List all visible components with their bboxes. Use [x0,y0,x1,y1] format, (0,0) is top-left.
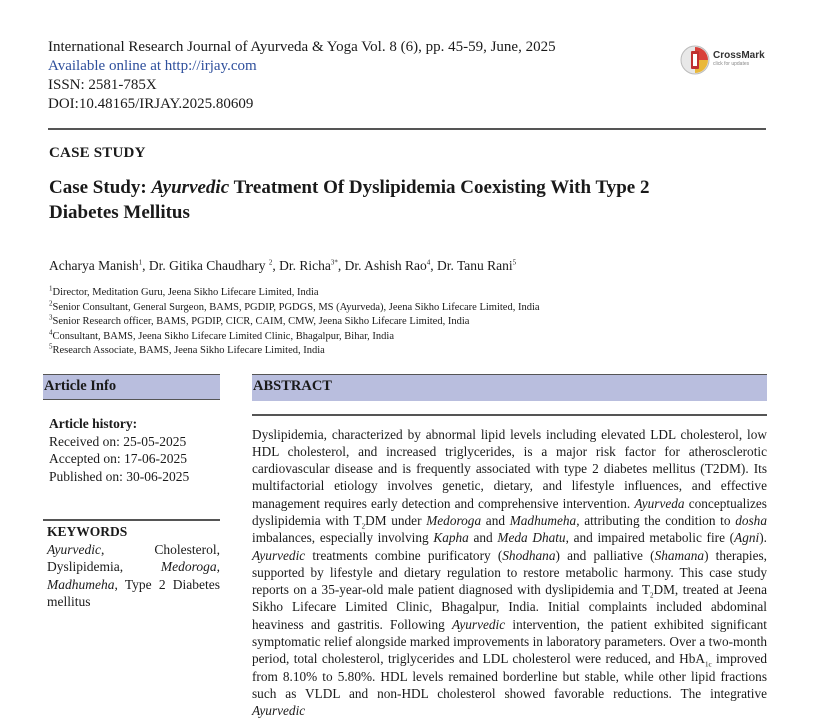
crossmark-sublabel: click for updates [713,61,750,67]
journal-doi: DOI:10.48165/IRJAY.2025.80609 [48,96,254,112]
abstract-divider [252,414,767,416]
article-history [43,415,220,485]
author-name: Dr. Ashish Rao [344,258,427,273]
accepted-date: Accepted on: 17-06-2025 [49,451,187,466]
article-title [49,175,739,225]
crossmark-icon [680,45,710,75]
keywords-list: Ayurvedic, Cholesterol, Dyslipidemia, Medoroga, Madhumeha, Type 2 Diabetes mellitus [47,541,220,609]
article-info-heading: Article Info [43,374,220,400]
crossmark-badge[interactable] [680,45,765,75]
keyword: Cholesterol [154,541,217,557]
author-sup: 2 [268,258,273,267]
keyword: Madhumeha [47,576,115,592]
keyword: Ayurvedic [47,541,101,557]
title-italic-word: Ayurvedic [151,177,230,198]
published-date: Published on: 30-06-2025 [49,468,190,484]
author-name: Dr. Richa [279,258,331,273]
abstract-text: Dyslipidemia, characterized by abnormal lipid levels including elevated LDL cholesterol, low HDL cholesterol, and increased triglycerides, is a major risk factor for atherosclerotic cardiovascular disease and is frequently associated with type 2 diabetes mellitus (T2DM). Its multifactorial etiology involves genetic, dietary, and lifestyle influences, and effective management requires early detection and comprehensive intervention. Ayurveda conceptualizes dyslipidemia with $T_2DM$ under Medoroga and Madhumeha, attributing the condition to dosha imbalances, especially involving Kapha and Meda Dhatu, and impaired metabolic fire (Agni). Ayurvedic treatments combine purificatory (Shodhana) and palliative (Shamana) therapies, supported by lifestyle and dietary regulation to restore metabolic harmony. This case study reports on a 35-year-old male patient diagnosed with dyslipidemia and $T_2DM$, treated at Jeena Sikho Lifecare Limited Clinic, Bhagalpur, India. Initial complaints included abdominal heaviness and gastritis. Following Ayurvedic intervention, the patient exhibited significant symptomatic relief alongside marked improvements in laboratory parameters. Over a two-month period, total cholesterol, triglycerides and LDL cholesterol were reduced, and HbA$_{1c}$ improved from 8.10% to 5.80%. HDL levels remained borderline but stable, while other lipid fractions such as VLDL and non-HDL cholesterol showed favorable reductions. The integrative Ayurvedic [252,426,767,719]
crossmark-label: CrossMark [713,50,765,61]
history-title: Article history: [49,416,138,431]
title-line2: Diabetes Mellitus [49,202,190,223]
affiliation-list [49,286,540,359]
affiliation-item: $^3$Senior Research officer, BAMS, PGDIP, CICR, CAIM, CMW, Jeena Sikho Lifecare Limited, India [49,313,470,327]
author-sup: 1 [138,258,143,267]
author-list: Acharya Manish$^1$, Dr. Gitika Chaudhary $^2$, Dr. Richa$^{3*}$, Dr. Ashish Rao$^4$, Dr. Tanu Rani$^5$ [49,258,517,273]
journal-citation: International Research Journal of Ayurveda & Yoga Vol. 8 (6), pp. 45-59, June, 2025 [48,39,556,55]
author-sup: 3* [330,258,338,267]
received-date: Received on: 25-05-2025 [49,433,187,449]
author-sup: 5 [512,258,517,267]
author-name: Dr. Gitika Chaudhary [148,258,269,273]
abstract-column [252,374,767,720]
keyword: Medoroga [160,559,217,574]
article-type: CASE STUDY [49,145,146,161]
journal-header [48,38,556,114]
article-info-column [43,374,220,611]
affiliation-item: $^2$Senior Consultant, General Surgeon, BAMS, PGDIP, PGDGS, MS (Ayurveda), Jeena Sikho Lifecare Limited, India [49,299,540,313]
header-divider [48,128,766,130]
author-sup: 4 [426,258,431,267]
abstract-heading: ABSTRACT [252,374,767,401]
keywords-heading: KEYWORDS [47,523,128,539]
keyword: Type 2 Diabetes mellitus [47,576,220,609]
journal-website-link[interactable]: Available online at http://irjay.com [48,58,257,74]
affiliation-item: $^1$Director, Meditation Guru, Jeena Sikho Lifecare Limited, India [49,284,319,298]
affiliation-item: $^4$Consultant, BAMS, Jeena Sikho Lifecare Limited Clinic, Bhagalpur, Bihar, India [49,328,395,342]
keyword: Dyslipidemia [47,559,120,574]
title-line1-rest: Treatment Of Dyslipidemia Coexisting With Type 2 [229,177,650,198]
author-name: Dr. Tanu Rani [436,258,513,273]
keywords-divider [43,519,220,521]
title-prefix: Case Study: [49,177,152,198]
author-name: Acharya Manish [49,258,139,273]
journal-issn: ISSN: 2581-785X [48,77,157,93]
affiliation-item: $^5$Research Associate, BAMS, Jeena Sikho Lifecare Limited, India [49,342,325,356]
